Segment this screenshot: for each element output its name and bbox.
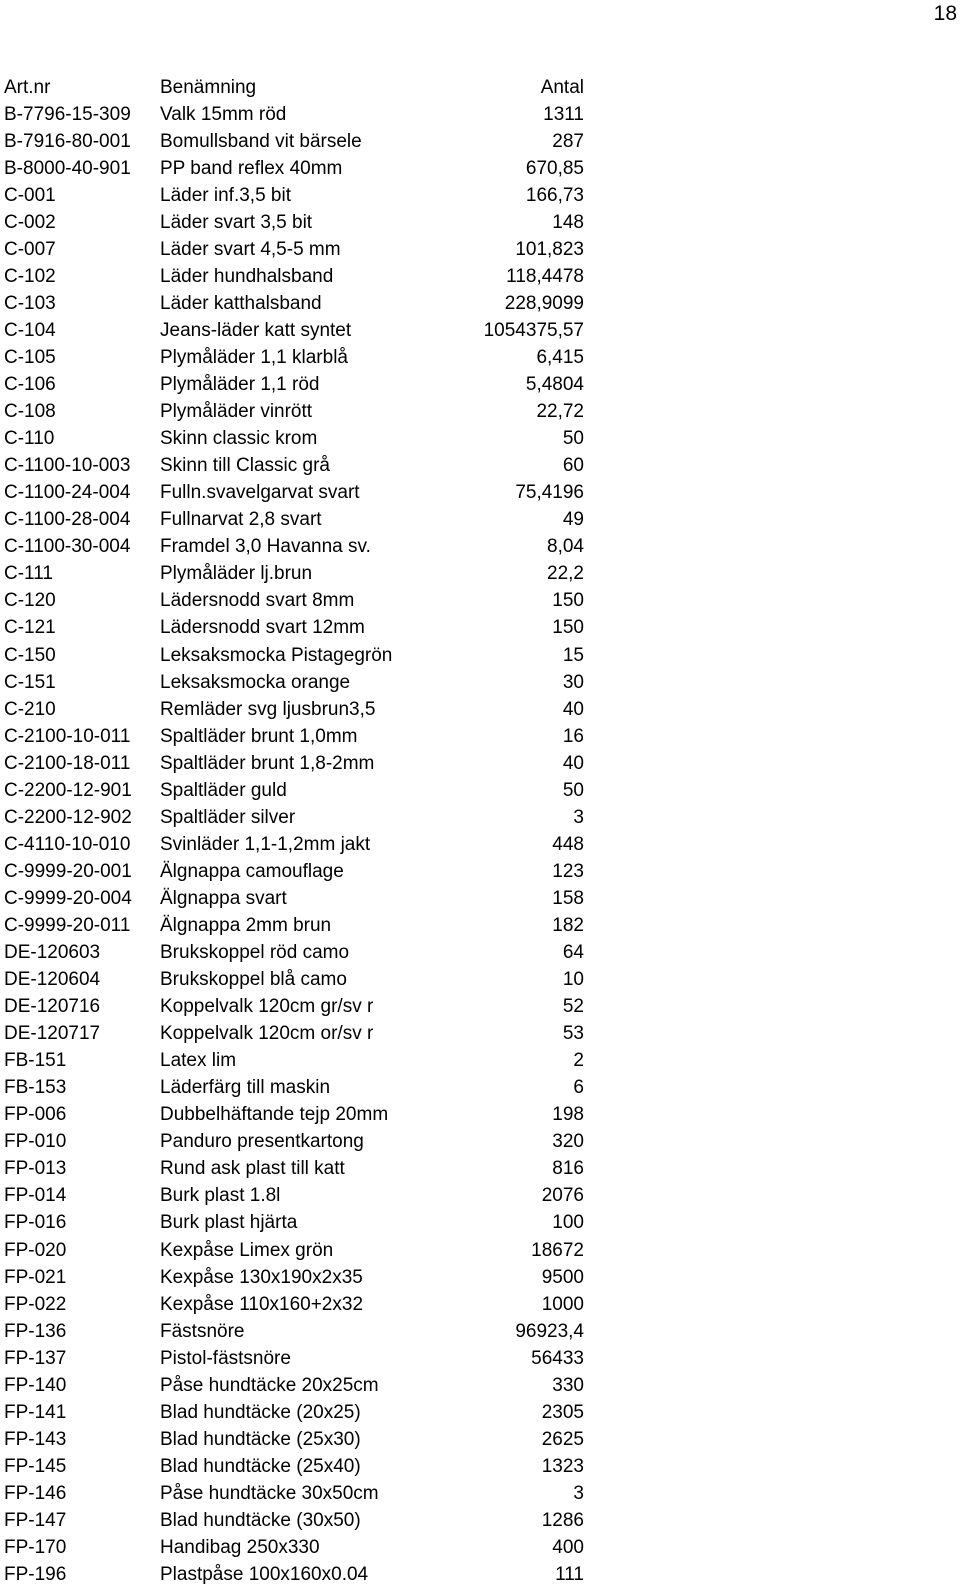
name-cell: Läderfärg till maskin	[160, 1077, 331, 1099]
art-nr-cell: FP-006	[4, 1104, 67, 1126]
name-cell: Leksaksmocka Pistagegrön	[160, 644, 393, 666]
qty-cell: 150	[552, 617, 584, 639]
table-row	[4, 1562, 584, 1589]
qty-cell: 16	[562, 725, 584, 747]
name-cell: Jeans-läder katt syntet	[160, 319, 352, 341]
name-cell: Spaltläder silver	[160, 806, 296, 828]
name-cell: Burk plast hjärta	[160, 1212, 298, 1234]
table-row	[4, 561, 584, 588]
art-nr-cell: C-9999-20-001	[4, 860, 132, 882]
qty-cell: 8,04	[547, 536, 584, 558]
qty-cell: 118,4478	[506, 265, 584, 287]
qty-cell: 30	[562, 671, 584, 693]
name-cell: Fästsnöre	[160, 1320, 245, 1342]
name-cell: Latex lim	[160, 1050, 237, 1072]
qty-cell: 40	[562, 752, 584, 774]
table-row	[4, 101, 584, 128]
table-row	[4, 1129, 584, 1156]
qty-cell: 64	[562, 942, 584, 964]
name-cell: Plastpåse 100x160x0.04	[160, 1564, 369, 1586]
art-nr-cell: C-1100-10-003	[4, 455, 131, 477]
table-row	[4, 344, 584, 371]
table-row	[4, 399, 584, 426]
qty-cell: 448	[552, 833, 584, 855]
name-cell: Läder svart 3,5 bit	[160, 211, 313, 233]
art-nr-cell: FB-151	[4, 1050, 67, 1072]
name-cell: Lädersnodd svart 12mm	[160, 617, 365, 639]
name-cell: Skinn classic krom	[160, 428, 318, 450]
art-nr-cell: FP-141	[4, 1401, 67, 1423]
art-nr-cell: FP-145	[4, 1455, 67, 1477]
table-body	[4, 101, 584, 1589]
header-art-nr: Art.nr	[4, 76, 51, 98]
table-row	[4, 128, 584, 155]
table-row	[4, 317, 584, 344]
table-row	[4, 804, 584, 831]
table-row	[4, 994, 584, 1021]
table-row	[4, 1210, 584, 1237]
table-row	[4, 1291, 584, 1318]
name-cell: Kexpåse Limex grön	[160, 1239, 334, 1261]
name-cell: Lädersnodd svart 8mm	[160, 590, 355, 612]
name-cell: Brukskoppel röd camo	[160, 942, 350, 964]
art-nr-cell: C-001	[4, 184, 56, 206]
art-nr-cell: FP-013	[4, 1158, 67, 1180]
qty-cell: 1000	[541, 1293, 584, 1315]
art-nr-cell: FP-140	[4, 1374, 67, 1396]
name-cell: Plymåläder 1,1 röd	[160, 374, 320, 396]
art-nr-cell: C-151	[4, 671, 56, 693]
art-nr-cell: C-1100-24-004	[4, 482, 131, 504]
name-cell: Blad hundtäcke (20x25)	[160, 1401, 361, 1423]
art-nr-cell: C-102	[4, 265, 56, 287]
table-row	[4, 1399, 584, 1426]
name-cell: Spaltläder guld	[160, 779, 287, 801]
name-cell: Remläder svg ljusbrun3,5	[160, 698, 376, 720]
table-row	[4, 236, 584, 263]
name-cell: Kexpåse 130x190x2x35	[160, 1266, 363, 1288]
qty-cell: 123	[552, 860, 584, 882]
qty-cell: 111	[555, 1564, 584, 1586]
name-cell: Plymåläder lj.brun	[160, 563, 313, 585]
qty-cell: 40	[562, 698, 584, 720]
table-row	[4, 777, 584, 804]
name-cell: Plymåläder 1,1 klarblå	[160, 346, 348, 368]
art-nr-cell: DE-120603	[4, 942, 101, 964]
name-cell: Spaltläder brunt 1,0mm	[160, 725, 358, 747]
table-row	[4, 858, 584, 885]
art-nr-cell: DE-120717	[4, 1023, 101, 1045]
qty-cell: 287	[552, 130, 584, 152]
qty-cell: 60	[562, 455, 584, 477]
table-row	[4, 1264, 584, 1291]
art-nr-cell: B-7796-15-309	[4, 103, 131, 125]
qty-cell: 2	[573, 1050, 584, 1072]
name-cell: Framdel 3,0 Havanna sv.	[160, 536, 371, 558]
table-row	[4, 1156, 584, 1183]
table-row	[4, 750, 584, 777]
name-cell: Koppelvalk 120cm or/sv r	[160, 1023, 374, 1045]
qty-cell: 49	[562, 509, 584, 531]
art-nr-cell: C-108	[4, 401, 56, 423]
table-row	[4, 912, 584, 939]
qty-cell: 10	[562, 969, 584, 991]
table-row	[4, 155, 584, 182]
table-row	[4, 1345, 584, 1372]
table-row	[4, 1048, 584, 1075]
art-nr-cell: C-121	[4, 617, 56, 639]
qty-cell: 166,73	[525, 184, 584, 206]
art-nr-cell: B-7916-80-001	[4, 130, 131, 152]
table-row	[4, 1453, 584, 1480]
name-cell: Kexpåse 110x160+2x32	[160, 1293, 364, 1315]
table-row	[4, 209, 584, 236]
table-row	[4, 669, 584, 696]
art-nr-cell: B-8000-40-901	[4, 157, 131, 179]
qty-cell: 1323	[541, 1455, 584, 1477]
table-row	[4, 1318, 584, 1345]
page-number: 18	[933, 2, 957, 25]
table-row	[4, 696, 584, 723]
name-cell: Fullnarvat 2,8 svart	[160, 509, 322, 531]
name-cell: PP band reflex 40mm	[160, 157, 343, 179]
qty-cell: 330	[552, 1374, 584, 1396]
qty-cell: 50	[562, 779, 584, 801]
table-row	[4, 1075, 584, 1102]
table-row	[4, 1021, 584, 1048]
name-cell: Läder svart 4,5-5 mm	[160, 238, 341, 260]
qty-cell: 228,9099	[504, 292, 584, 314]
qty-cell: 53	[562, 1023, 584, 1045]
art-nr-cell: C-2100-18-011	[4, 752, 131, 774]
art-nr-cell: C-1100-30-004	[4, 536, 131, 558]
table-row	[4, 1480, 584, 1507]
art-nr-cell: C-104	[4, 319, 56, 341]
header-qty: Antal	[540, 76, 584, 98]
table-row	[4, 1102, 584, 1129]
name-cell: Plymåläder vinrött	[160, 401, 313, 423]
art-nr-cell: DE-120716	[4, 996, 101, 1018]
art-nr-cell: C-150	[4, 644, 56, 666]
art-nr-cell: C-105	[4, 346, 56, 368]
name-cell: Panduro presentkartong	[160, 1131, 364, 1153]
art-nr-cell: FP-137	[4, 1347, 67, 1369]
name-cell: Älgnappa 2mm brun	[160, 914, 332, 936]
table-row	[4, 615, 584, 642]
qty-cell: 15	[562, 644, 584, 666]
qty-cell: 22,2	[547, 563, 584, 585]
table-row	[4, 182, 584, 209]
table-row	[4, 1535, 584, 1562]
name-cell: Leksaksmocka orange	[160, 671, 351, 693]
qty-cell: 5,4804	[525, 374, 584, 396]
name-cell: Burk plast 1.8l	[160, 1185, 281, 1207]
table-row	[4, 1183, 584, 1210]
name-cell: Läder inf.3,5 bit	[160, 184, 291, 206]
art-nr-cell: DE-120604	[4, 969, 101, 991]
table-row	[4, 1507, 584, 1534]
qty-cell: 3	[573, 806, 584, 828]
name-cell: Blad hundtäcke (25x40)	[160, 1455, 361, 1477]
header-name: Benämning	[160, 76, 257, 98]
table-row	[4, 453, 584, 480]
name-cell: Skinn till Classic grå	[160, 455, 330, 477]
qty-cell: 3	[573, 1482, 584, 1504]
art-nr-cell: C-007	[4, 238, 56, 260]
art-nr-cell: FP-014	[4, 1185, 67, 1207]
art-nr-cell: C-9999-20-011	[4, 914, 131, 936]
table-header-row	[4, 74, 584, 101]
qty-cell: 148	[552, 211, 584, 233]
art-nr-cell: C-1100-28-004	[4, 509, 131, 531]
table-row	[4, 480, 584, 507]
table-row	[4, 940, 584, 967]
art-nr-cell: FP-020	[4, 1239, 67, 1261]
table-row	[4, 290, 584, 317]
art-nr-cell: FP-136	[4, 1320, 67, 1342]
table-row	[4, 372, 584, 399]
qty-cell: 400	[552, 1537, 584, 1559]
qty-cell: 6,415	[536, 346, 584, 368]
qty-cell: 75,4196	[515, 482, 584, 504]
table-row	[4, 534, 584, 561]
table-row	[4, 263, 584, 290]
art-nr-cell: C-2200-12-902	[4, 806, 132, 828]
art-nr-cell: FP-010	[4, 1131, 67, 1153]
art-nr-cell: FP-022	[4, 1293, 67, 1315]
name-cell: Påse hundtäcke 20x25cm	[160, 1374, 379, 1396]
name-cell: Fulln.svavelgarvat svart	[160, 482, 360, 504]
qty-cell: 182	[552, 914, 584, 936]
table-row	[4, 967, 584, 994]
qty-cell: 2076	[541, 1185, 584, 1207]
qty-cell: 22,72	[536, 401, 584, 423]
qty-cell: 816	[552, 1158, 584, 1180]
qty-cell: 1311	[543, 103, 584, 125]
table-row	[4, 426, 584, 453]
table-row	[4, 1237, 584, 1264]
qty-cell: 100	[552, 1212, 584, 1234]
table-row	[4, 507, 584, 534]
qty-cell: 50	[562, 428, 584, 450]
table-row	[4, 588, 584, 615]
qty-cell: 2305	[541, 1401, 584, 1423]
name-cell: Älgnappa svart	[160, 887, 287, 909]
name-cell: Rund ask plast till katt	[160, 1158, 345, 1180]
table-row	[4, 723, 584, 750]
art-nr-cell: C-2100-10-011	[4, 725, 131, 747]
name-cell: Påse hundtäcke 30x50cm	[160, 1482, 379, 1504]
qty-cell: 1286	[541, 1510, 584, 1531]
name-cell: Svinläder 1,1-1,2mm jakt	[160, 833, 371, 855]
qty-cell: 9500	[541, 1266, 584, 1288]
name-cell: Bomullsband vit bärsele	[160, 130, 362, 152]
art-nr-cell: FP-016	[4, 1212, 67, 1234]
qty-cell: 1054375,57	[483, 319, 584, 341]
qty-cell: 320	[552, 1131, 584, 1153]
art-nr-cell: FP-196	[4, 1564, 67, 1586]
name-cell: Blad hundtäcke (25x30)	[160, 1428, 361, 1450]
art-nr-cell: FP-021	[4, 1266, 67, 1288]
art-nr-cell: FP-146	[4, 1482, 67, 1504]
name-cell: Valk 15mm röd	[160, 103, 287, 125]
table-row	[4, 831, 584, 858]
art-nr-cell: FP-147	[4, 1510, 67, 1531]
art-nr-cell: C-2200-12-901	[4, 779, 132, 801]
qty-cell: 18672	[531, 1239, 584, 1261]
art-nr-cell: C-002	[4, 211, 56, 233]
qty-cell: 96923,4	[515, 1320, 584, 1342]
name-cell: Handibag 250x330	[160, 1537, 320, 1559]
qty-cell: 158	[552, 887, 584, 909]
art-nr-cell: FP-170	[4, 1537, 67, 1559]
art-nr-cell: C-210	[4, 698, 56, 720]
qty-cell: 6	[573, 1077, 584, 1099]
qty-cell: 52	[562, 996, 584, 1018]
table-row	[4, 1372, 584, 1399]
name-cell: Koppelvalk 120cm gr/sv r	[160, 996, 374, 1018]
art-nr-cell: C-4110-10-010	[4, 833, 131, 855]
qty-cell: 2625	[541, 1428, 584, 1450]
table-row	[4, 642, 584, 669]
qty-cell: 198	[552, 1104, 584, 1126]
art-nr-cell: C-9999-20-004	[4, 887, 132, 909]
art-nr-cell: C-103	[4, 292, 56, 314]
art-nr-cell: C-120	[4, 590, 56, 612]
art-nr-cell: C-111	[4, 563, 53, 585]
art-nr-cell: C-110	[4, 428, 55, 450]
name-cell: Älgnappa camouflage	[160, 860, 344, 882]
name-cell: Brukskoppel blå camo	[160, 969, 347, 991]
table-row	[4, 1426, 584, 1453]
qty-cell: 101,823	[515, 238, 584, 260]
qty-cell: 150	[552, 590, 584, 612]
art-nr-cell: FB-153	[4, 1077, 67, 1099]
name-cell: Läder hundhalsband	[160, 265, 334, 287]
art-nr-cell: FP-143	[4, 1428, 67, 1450]
inventory-table	[4, 74, 584, 1589]
name-cell: Pistol-fästsnöre	[160, 1347, 291, 1369]
qty-cell: 670,85	[525, 157, 584, 179]
name-cell: Dubbelhäftande tejp 20mm	[160, 1104, 389, 1126]
qty-cell: 56433	[531, 1347, 584, 1369]
name-cell: Läder katthalsband	[160, 292, 322, 314]
name-cell: Blad hundtäcke (30x50)	[160, 1510, 361, 1531]
art-nr-cell: C-106	[4, 374, 56, 396]
table-row	[4, 885, 584, 912]
name-cell: Spaltläder brunt 1,8-2mm	[160, 752, 375, 774]
